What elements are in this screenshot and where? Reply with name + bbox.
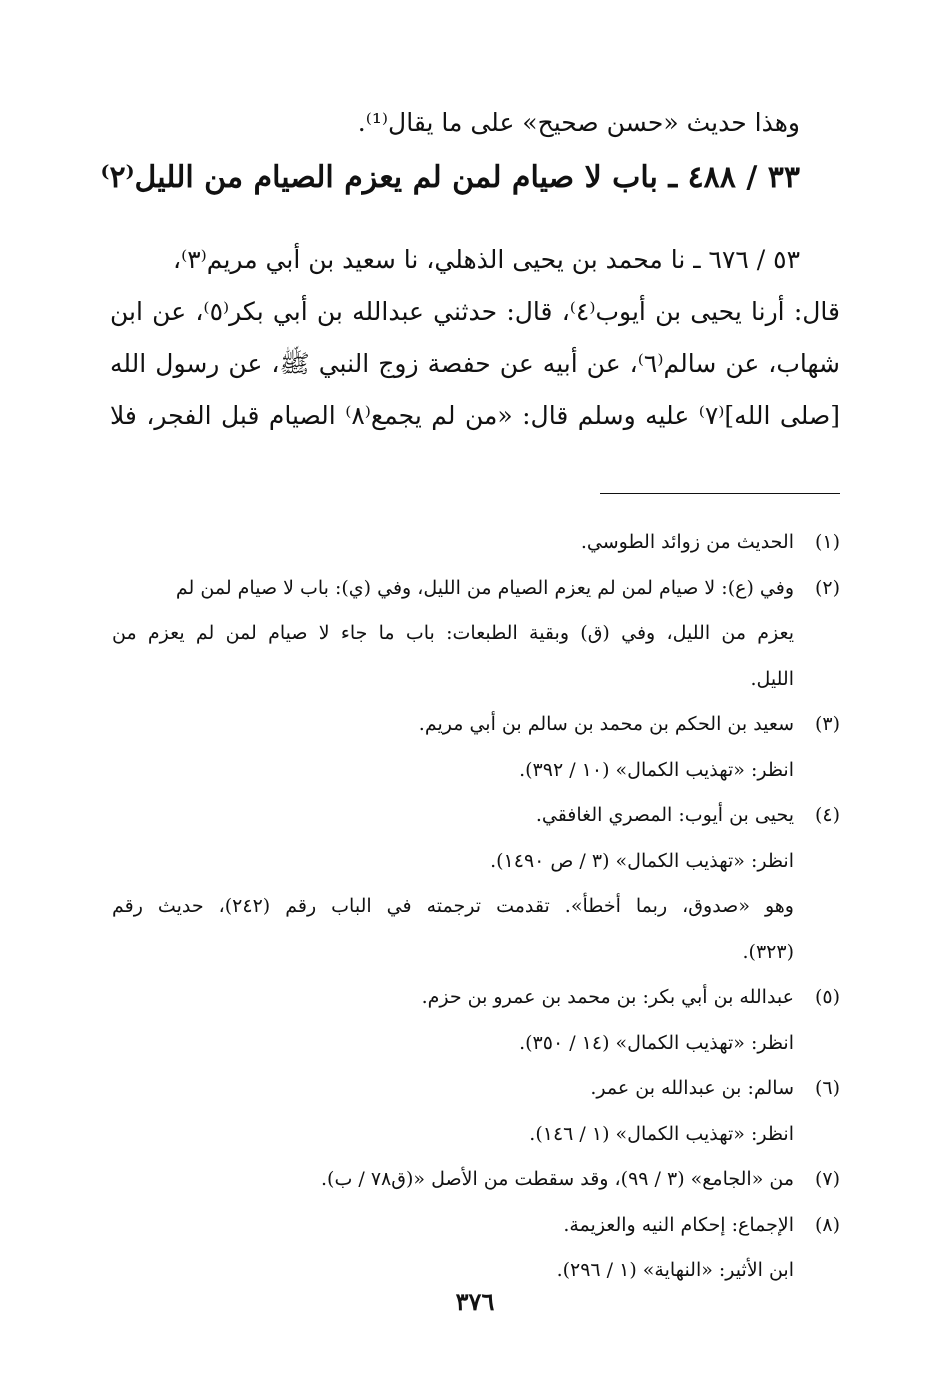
footnote-text: سالم: بن عبدالله بن عمر. (590, 1077, 794, 1099)
footnote-4 (112, 793, 840, 839)
footnote-5 (112, 975, 840, 1021)
footnote-number: (٦) (814, 1077, 840, 1099)
footnote-text: من «الجامع» (٣ / ٩٩)، وقد سقطت من الأصل «(ق٧٨ / ب). (321, 1168, 794, 1190)
footnote-separator (600, 493, 840, 494)
footnote-number: (١) (814, 531, 840, 553)
footnote-number: (٥) (814, 986, 840, 1008)
footnote-2 (112, 566, 840, 612)
page-number: ٣٧٦ (455, 1287, 495, 1316)
footnote-number: (٢) (814, 576, 840, 599)
main-text-block (110, 97, 840, 149)
footnote-text: الإجماع: إحكام النيه والعزيمة. (563, 1213, 794, 1236)
footnote-number: (٨) (814, 1213, 840, 1236)
footnote-text: وفي (ع): لا صيام لمن لم يعزم الصيام من الليل، وفي (ي): باب لا صيام لمن لم (175, 576, 794, 599)
footnote-text: يعزم من الليل، وفي (ق) وبقية الطبعات: باب ما جاء لا صيام لمن لم يعزم من (112, 622, 794, 644)
footnote-text: الحديث من زوائد الطوسي. (580, 531, 794, 553)
footnote-text: انظر: «تهذيب الكمال» (١٤ / ٣٥٠). (519, 1031, 794, 1054)
hadith-line: شهاب، عن سالم⁽٦⁾، عن أبيه عن حفصة زوج النبي ﷺ، عن رسول الله (110, 349, 840, 378)
footnote-text: سعيد بن الحكم بن محمد بن سالم بن أبي مريم. (418, 713, 794, 735)
footnote-text: انظر: «تهذيب الكمال» (٣ / ص ١٤٩٠). (490, 849, 794, 872)
intro-line: وهذا حديث «حسن صحيح» على ما يقال⁽¹⁾. (357, 108, 800, 137)
hadith-line: ٥٣ / ٦٧٦ ـ نا محمد بن يحيى الذهلي، نا سعيد بن أبي مريم⁽٣⁾، (173, 245, 800, 274)
footnote-text: (٣٢٣). (742, 940, 794, 963)
footnotes (112, 520, 840, 1294)
hadith-line: قال: أرنا يحيى بن أيوب⁽٤⁾، قال: حدثني عبدالله بن أبي بكر⁽٥⁾، عن ابن (110, 297, 840, 326)
footnote-text: انظر: «تهذيب الكمال» (١ / ١٤٦). (529, 1122, 794, 1145)
footnote-text: وهو «صدوق، ربما أخطأ». تقدمت ترجمته في الباب رقم (٢٤٢)، حديث رقم (112, 895, 794, 917)
footnote-number: (٧) (814, 1168, 840, 1190)
footnote-1 (112, 520, 840, 566)
footnote-number: (٣) (814, 713, 840, 735)
footnote-number: (٤) (814, 804, 840, 826)
footnote-6 (112, 1066, 840, 1112)
footnote-text: ابن الأثير: «النهاية» (١ / ٢٩٦). (556, 1259, 794, 1281)
hadith-line: [صلى الله]⁽٧⁾ عليه وسلم قال: «من لم يجمع⁽٨⁾ الصيام قبل الفجر، فلا (110, 401, 840, 430)
footnote-3 (112, 702, 840, 748)
hadith-text (110, 234, 840, 442)
footnote-text: الليل. (750, 667, 794, 690)
footnote-text: يحيى بن أيوب: المصري الغافقي. (535, 804, 794, 826)
chapter-heading: ٣٣ / ٤٨٨ ـ باب لا صيام لمن لم يعزم الصيام من الليل⁽٢⁾ (100, 160, 800, 195)
footnote-text: عبدالله بن أبي بكر: بن محمد بن عمرو بن حزم. (421, 986, 794, 1008)
footnote-text: انظر: «تهذيب الكمال» (١٠ / ٣٩٢). (519, 758, 794, 781)
footnote-7 (112, 1157, 840, 1203)
footnote-8 (112, 1203, 840, 1249)
